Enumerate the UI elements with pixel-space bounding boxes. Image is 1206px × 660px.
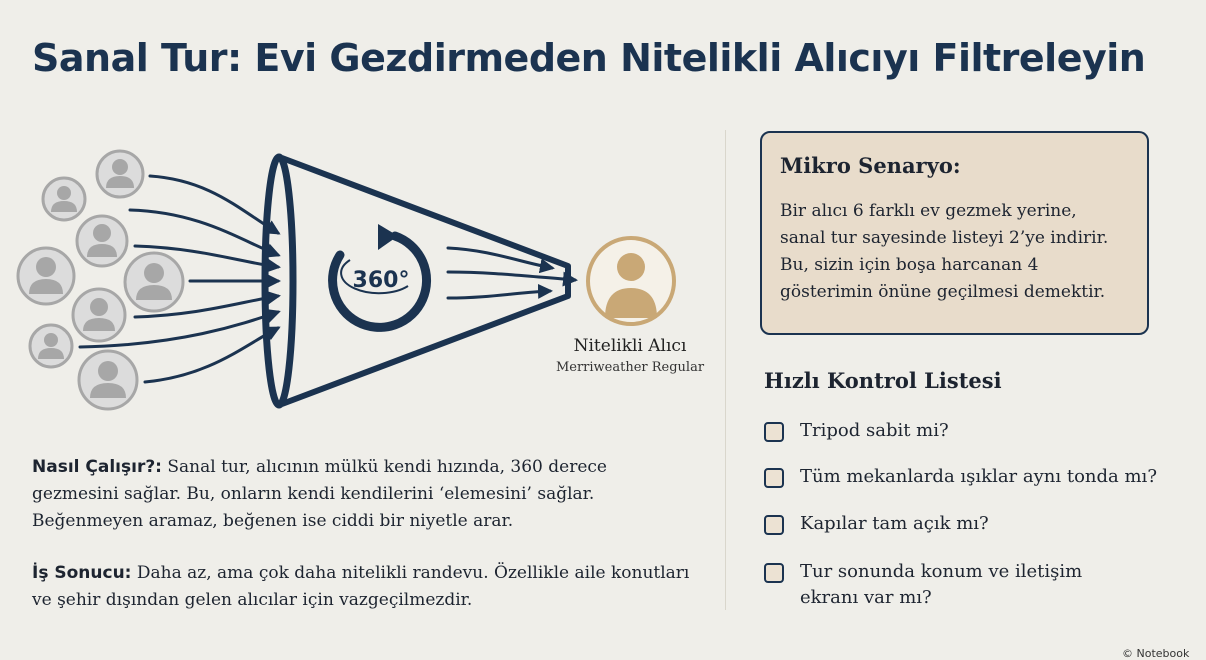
micro-scenario-box bbox=[760, 131, 1149, 335]
qualified-buyer-sublabel: Merriweather Regular bbox=[555, 360, 705, 375]
micro-scenario-line: gösterimin önüne geçilmesi demektir. bbox=[780, 282, 1106, 302]
business-result-body: Daha az, ama çok daha nitelikli randevu. Özellikle aile konutları ve şehir dışından gelen alıcılar için vazgeçilmezdir. bbox=[32, 563, 690, 610]
checkbox[interactable] bbox=[764, 563, 784, 583]
checklist-item-label: Tripod sabit mi? bbox=[800, 420, 949, 441]
person-icon bbox=[97, 151, 143, 197]
person-icon bbox=[73, 289, 125, 341]
page-title: Sanal Tur: Evi Gezdirmeden Nitelikli Alıcıyı Filtreleyin bbox=[32, 36, 1146, 80]
how-it-works-text bbox=[32, 454, 692, 535]
how-it-works-body: Sanal tur, alıcının mülkü kendi hızında, 360 derece gezmesini sağlar. Bu, onların kendi kendilerini ‘elemesini’ sağlar. Beğenmeyen aramaz, beğenen ise ciddi bir niyetle arar. bbox=[32, 457, 607, 531]
checklist-item-label: Kapılar tam açık mı? bbox=[800, 513, 989, 534]
checklist-item bbox=[764, 418, 1180, 444]
business-result-label: İş Sonucu: bbox=[32, 563, 132, 583]
person-icon bbox=[30, 325, 72, 367]
person-icon bbox=[43, 178, 85, 220]
checklist-title: Hızlı Kontrol Listesi bbox=[764, 368, 1002, 393]
column-divider bbox=[725, 130, 726, 610]
micro-scenario-text bbox=[780, 198, 1129, 306]
checklist-item-label bbox=[800, 559, 1180, 611]
checklist-item bbox=[764, 559, 1180, 611]
checklist-item bbox=[764, 511, 1180, 537]
funnel-diagram bbox=[0, 125, 720, 425]
checklist-item bbox=[764, 464, 1180, 490]
rotate-360-label: 360° bbox=[352, 268, 410, 293]
checklist-item-line: ekranı var mı? bbox=[800, 587, 932, 608]
micro-scenario-line: sanal tur sayesinde listeyi 2’ye indirir. bbox=[780, 228, 1109, 248]
business-result-text bbox=[32, 560, 692, 614]
qualified-buyer-label: Nitelikli Alıcı bbox=[573, 336, 687, 356]
qualified-buyer-icon bbox=[588, 238, 674, 324]
how-it-works-label: Nasıl Çalışır?: bbox=[32, 457, 162, 477]
micro-scenario-line: Bir alıcı 6 farklı ev gezmek yerine, bbox=[780, 201, 1077, 221]
person-icon bbox=[18, 248, 74, 304]
checklist-item-label: Tüm mekanlarda ışıklar aynı tonda mı? bbox=[800, 466, 1157, 487]
checklist-item-line: Tur sonunda konum ve iletişim bbox=[800, 561, 1083, 582]
funnel-shape bbox=[265, 157, 568, 405]
checkbox[interactable] bbox=[764, 515, 784, 535]
person-icon bbox=[125, 253, 183, 311]
micro-scenario-line: Bu, sizin için boşa harcanan 4 bbox=[780, 255, 1039, 275]
person-icon bbox=[77, 216, 127, 266]
checkbox[interactable] bbox=[764, 422, 784, 442]
person-icon bbox=[79, 351, 137, 409]
watermark: © Notebook bbox=[1122, 647, 1190, 660]
micro-scenario-title: Mikro Senaryo: bbox=[780, 153, 961, 178]
checkbox[interactable] bbox=[764, 468, 784, 488]
